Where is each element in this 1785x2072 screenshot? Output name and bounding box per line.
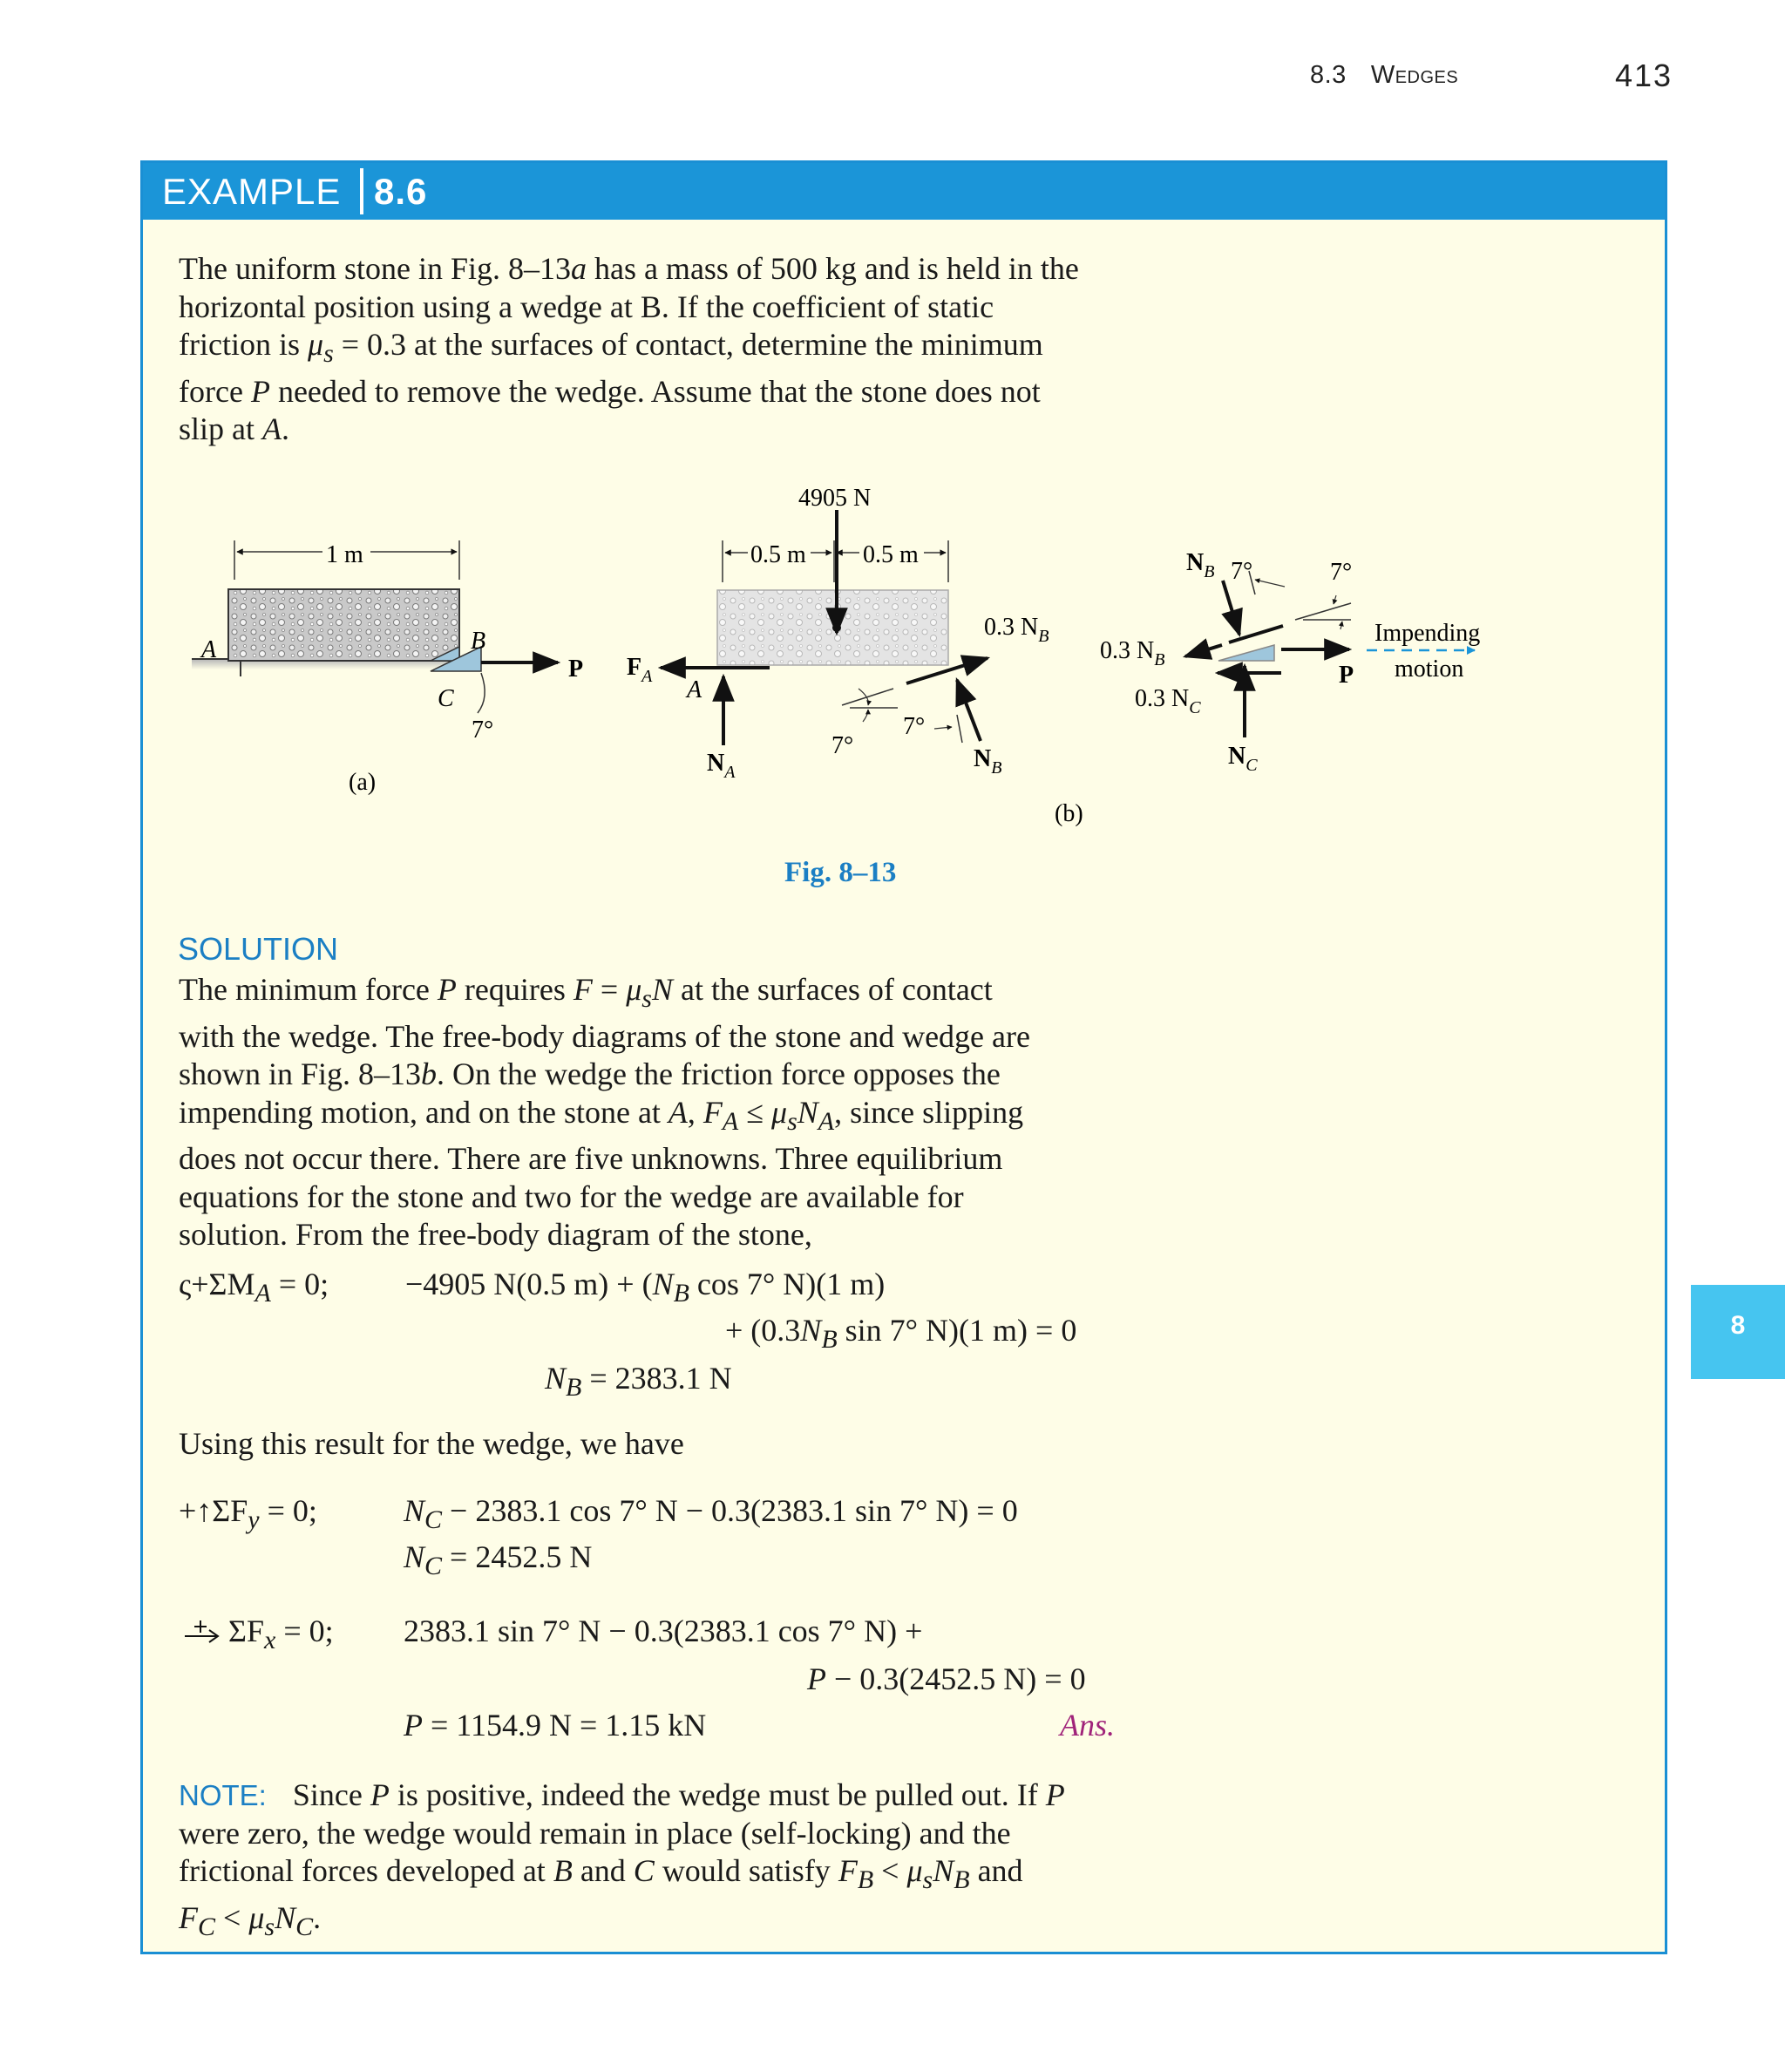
figure-part-b-stone-fbd <box>627 485 1083 827</box>
solution-line: with the wedge. The free-body diagrams of the stone and wedge are <box>179 1018 1030 1054</box>
figure-part-a <box>192 540 583 796</box>
stone-a <box>228 589 459 661</box>
using-text: Using this result for the wedge, we have <box>179 1426 684 1461</box>
figure-8-13 <box>0 0 1785 907</box>
dim-1m: 1 m <box>326 541 363 568</box>
answer-label: Ans. <box>1060 1708 1115 1743</box>
eq-moment-line2: + ($0.3N_B$ sin 7° N)(1 m) = 0 <box>725 1313 1077 1355</box>
note-heading: NOTE: <box>179 1779 267 1811</box>
eq-moment-result: $N_B = 2383.1$ N <box>545 1361 732 1403</box>
page-number: 413 <box>1615 58 1673 93</box>
figure-part-b-wedge-fbd <box>1100 549 1480 775</box>
label-part-b: (b) <box>1055 800 1083 827</box>
label-impending: Impending <box>1374 620 1481 647</box>
eq-moment-line1: −4905 N(0.5 $m) + (N_B$ cos 7° N)(1 m) <box>405 1267 886 1308</box>
section-number: 8.3 <box>1310 61 1347 89</box>
label-wedge-angle-1: 7° <box>1231 558 1253 585</box>
right-arrow-plus-icon <box>183 1619 221 1645</box>
note-line: $F_C < \mu_sN_C$. <box>179 1899 322 1941</box>
example-label: EXAMPLE <box>162 171 342 212</box>
label-angle-1: 7° <box>831 732 854 759</box>
solution-line: solution. From the free-body diagram of the stone, <box>179 1217 812 1253</box>
note-line: frictional forces developed at B and C would satisfy $F_B < \mu_sN_B$ and <box>179 1853 1023 1895</box>
section-title: Wedges <box>1370 61 1459 89</box>
eq-fy-result: $N_C = 2452.5$ N <box>404 1539 593 1581</box>
dim-half-left: 0.5 m <box>750 541 806 568</box>
problem-line: force P needed to remove the wedge. Assume that the stone does not <box>179 373 1041 409</box>
solution-line: does not occur there. There are five unknowns. Three equilibrium <box>179 1141 1003 1177</box>
problem-line: friction is $\mu_s = 0.3$ at the surfaces of contact, determine the minimum <box>179 327 1043 369</box>
eq-fx-line1: 2383.1 sin 7° N − 0.3(2383.1 cos 7° N) + <box>404 1613 923 1648</box>
label-wedge-nb: $N_B$ <box>1186 549 1215 581</box>
label-wedge-nc: $N_C$ <box>1228 743 1258 775</box>
wedge-b <box>1218 645 1274 661</box>
label-nb: $N_B$ <box>974 745 1002 778</box>
label-a-angle: 7° <box>472 717 494 744</box>
label-a-point-a: A <box>201 636 217 663</box>
label-angle-2: 7° <box>903 713 926 740</box>
label-a-force-p: P <box>568 656 584 683</box>
dim-half-right: 0.5 m <box>863 541 919 568</box>
note-text <box>179 1776 1123 1946</box>
chapter-tab <box>1691 1285 1785 1379</box>
problem-line: The uniform stone in Fig. 8–13a has a mass of 500 kg and is held in the <box>179 251 1079 286</box>
label-wedge-friction-b: 0.3 $N_B$ <box>1100 637 1165 669</box>
label-wedge-force-p: P <box>1339 662 1354 689</box>
solution-heading: SOLUTION <box>178 931 339 967</box>
note-line: were zero, the wedge would remain in place (self-locking) and the <box>179 1815 1011 1851</box>
wedge-friction-b-arrow <box>1185 645 1222 656</box>
label-part-a: (a) <box>349 769 377 796</box>
label-b-point-a: A <box>687 676 702 703</box>
solution-line: equations for the stone and two for the wedge are available for <box>179 1179 964 1214</box>
figure-caption: Fig. 8–13 <box>784 857 897 888</box>
label-a-point-c: C <box>438 685 454 712</box>
eq-fx-result: P = 1154.9 N = 1.15 kN <box>404 1708 707 1743</box>
eq-fx-line2: P − 0.3(2452.5 N) = 0 <box>807 1661 1086 1696</box>
label-na: $N_A$ <box>707 750 736 782</box>
solution-line: impending motion, and on the stone at A, $F_A \le \mu_sN_A$, since slipping <box>179 1094 1024 1136</box>
chapter-tab-label: 8 <box>1730 1311 1746 1340</box>
eq-fy-label: $+↑\Sigma F_y = 0$; <box>179 1493 317 1535</box>
label-wedge-angle-2: 7° <box>1330 559 1353 586</box>
solution-text <box>179 971 1123 1254</box>
label-weight: 4905 N <box>798 485 872 512</box>
label-motion: motion <box>1395 656 1464 683</box>
solution-line: The minimum force P requires $F = \mu_sN$ at the surfaces of contact <box>179 972 993 1014</box>
eq-moment-label: $\varsigma+\Sigma M_A = 0$; <box>179 1267 329 1308</box>
problem-line: horizontal position using a wedge at B. If the coefficient of static <box>179 289 994 324</box>
eq-fy-line1: $N_C - 2383.1$ cos 7° N − 0.3(2383.1 sin 7° N) = 0 <box>404 1493 1018 1535</box>
eq-fx-label: $\Sigma F_x = 0$; <box>228 1613 334 1655</box>
note-line: NOTE: Since P is positive, indeed the wedge must be pulled out. If P <box>179 1777 1065 1812</box>
problem-line: slip at A. <box>179 411 289 447</box>
label-wedge-friction-c: 0.3 $N_C$ <box>1135 685 1201 717</box>
label-fa: $F_A$ <box>627 654 653 686</box>
example-number: 8.6 <box>374 171 428 212</box>
label-a-point-b: B <box>471 628 486 655</box>
solution-line: shown in Fig. 8–13b. On the wedge the friction force opposes the <box>179 1056 1001 1092</box>
label-friction-b: 0.3 $N_B$ <box>984 614 1049 646</box>
wedge-normal-nb-arrow <box>1223 581 1239 635</box>
